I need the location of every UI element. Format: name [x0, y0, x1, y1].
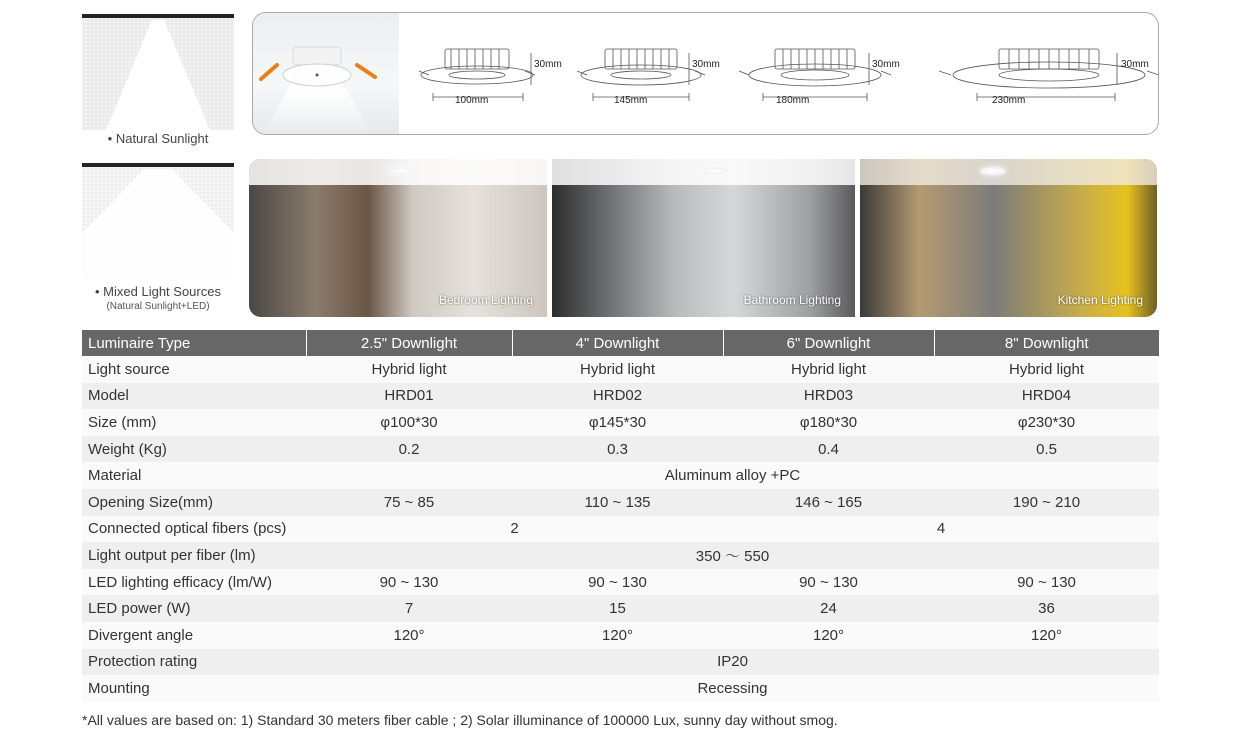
header-6-downlight: 6" Downlight	[723, 330, 934, 356]
table-cell: 350 ～ 550	[306, 542, 1159, 569]
table-cell: φ100*30	[306, 409, 512, 436]
row-label: Size (mm)	[82, 409, 306, 436]
ceiling-bar	[82, 14, 234, 18]
table-cell: 0.2	[306, 436, 512, 463]
natural-sunlight-illustration	[82, 14, 234, 130]
row-opening-size	[82, 489, 1159, 516]
table-cell: 0.3	[512, 436, 723, 463]
downlight-photo	[253, 13, 399, 134]
downlight-product-icon	[253, 13, 399, 135]
table-cell: 2	[306, 516, 723, 543]
spec-table	[82, 330, 1159, 702]
table-header-row	[82, 330, 1159, 356]
bathroom-photo	[552, 159, 855, 317]
row-light-source	[82, 356, 1159, 383]
table-cell: φ230*30	[934, 409, 1159, 436]
row-label: Model	[82, 383, 306, 410]
mixed-light-caption-main: • Mixed Light Sources	[95, 284, 221, 299]
ceiling	[860, 159, 1157, 185]
dimension-drawing-100	[419, 49, 535, 101]
table-cell: HRD04	[934, 383, 1159, 410]
row-label: Weight (Kg)	[82, 436, 306, 463]
dimension-drawing-180	[739, 49, 891, 101]
header-2-5-downlight: 2.5" Downlight	[306, 330, 512, 356]
downlight-lamp	[389, 167, 415, 175]
row-model	[82, 383, 1159, 410]
table-cell: Hybrid light	[723, 356, 934, 383]
dim-height-4: 30mm	[1121, 59, 1149, 70]
table-cell: Recessing	[306, 675, 1159, 702]
dim-width-1: 100mm	[455, 95, 489, 106]
table-cell: 146 ~ 165	[723, 489, 934, 516]
bedroom-label: Bedroom Lighting	[438, 293, 533, 307]
row-light-output	[82, 542, 1159, 569]
mixed-light-caption	[82, 284, 234, 314]
row-mounting	[82, 675, 1159, 702]
table-cell: IP20	[306, 649, 1159, 676]
dimension-drawing-145	[577, 49, 705, 101]
row-divergent-angle	[82, 622, 1159, 649]
header-luminaire-type: Luminaire Type	[82, 330, 306, 356]
table-cell: HRD03	[723, 383, 934, 410]
table-cell: 90 ~ 130	[512, 569, 723, 596]
sunlight-beam-graphic	[82, 14, 234, 130]
downlight-lamp	[980, 167, 1006, 175]
table-cell: Hybrid light	[306, 356, 512, 383]
table-cell: 90 ~ 130	[934, 569, 1159, 596]
row-led-power	[82, 595, 1159, 622]
dim-height-2: 30mm	[692, 59, 720, 70]
dimension-drawings	[399, 13, 1159, 135]
row-protection-rating	[82, 649, 1159, 676]
footnote: *All values are based on: 1) Standard 30 meters fiber cable ; 2) Solar illuminance of 100000 Lux, sunny day without smog.	[82, 712, 838, 728]
bathroom-label: Bathroom Lighting	[743, 293, 841, 307]
table-cell: 120°	[512, 622, 723, 649]
dim-height-3: 30mm	[872, 59, 900, 70]
row-label: LED power (W)	[82, 595, 306, 622]
table-cell: 24	[723, 595, 934, 622]
header-8-downlight: 8" Downlight	[934, 330, 1159, 356]
row-label: Light source	[82, 356, 306, 383]
row-weight	[82, 436, 1159, 463]
dimension-drawing-230	[939, 49, 1159, 101]
mixed-light-caption-sub: (Natural Sunlight+LED)	[106, 301, 210, 312]
row-led-efficacy	[82, 569, 1159, 596]
table-cell: 36	[934, 595, 1159, 622]
header-4-downlight: 4" Downlight	[512, 330, 723, 356]
row-label: Opening Size(mm)	[82, 489, 306, 516]
table-cell: Aluminum alloy +PC	[306, 462, 1159, 489]
table-cell: HRD02	[512, 383, 723, 410]
row-label: Material	[82, 462, 306, 489]
dimension-panel	[252, 12, 1159, 135]
kitchen-photo	[860, 159, 1157, 317]
table-cell: φ145*30	[512, 409, 723, 436]
table-cell: 4	[723, 516, 1159, 543]
row-label: Light output per fiber (lm)	[82, 542, 306, 569]
table-cell: 120°	[306, 622, 512, 649]
table-cell: 0.4	[723, 436, 934, 463]
row-connected-fibers	[82, 516, 1159, 543]
ceiling-bar	[82, 163, 234, 167]
table-cell: 0.5	[934, 436, 1159, 463]
bedroom-photo	[249, 159, 547, 317]
dim-width-4: 230mm	[992, 95, 1026, 106]
table-cell: 120°	[723, 622, 934, 649]
downlight-lamp	[702, 167, 728, 175]
dim-width-3: 180mm	[776, 95, 810, 106]
table-cell: 75 ~ 85	[306, 489, 512, 516]
kitchen-label: Kitchen Lighting	[1057, 293, 1143, 307]
dim-width-2: 145mm	[614, 95, 648, 106]
table-cell: φ180*30	[723, 409, 934, 436]
table-cell: 120°	[934, 622, 1159, 649]
row-label: LED lighting efficacy (lm/W)	[82, 569, 306, 596]
dim-height-1: 30mm	[534, 59, 562, 70]
row-label: Connected optical fibers (pcs)	[82, 516, 306, 543]
natural-sunlight-caption: • Natural Sunlight	[107, 131, 209, 146]
table-cell: Hybrid light	[512, 356, 723, 383]
table-cell: 90 ~ 130	[723, 569, 934, 596]
row-label: Divergent angle	[82, 622, 306, 649]
table-cell: 110 ~ 135	[512, 489, 723, 516]
table-cell: 7	[306, 595, 512, 622]
table-cell: HRD01	[306, 383, 512, 410]
table-cell: Hybrid light	[934, 356, 1159, 383]
mixed-light-beam-graphic	[82, 163, 234, 279]
mixed-light-illustration	[82, 163, 234, 279]
row-material	[82, 462, 1159, 489]
row-label: Protection rating	[82, 649, 306, 676]
table-cell: 190 ~ 210	[934, 489, 1159, 516]
row-label: Mounting	[82, 675, 306, 702]
row-size	[82, 409, 1159, 436]
table-cell: 15	[512, 595, 723, 622]
table-cell: 90 ~ 130	[306, 569, 512, 596]
